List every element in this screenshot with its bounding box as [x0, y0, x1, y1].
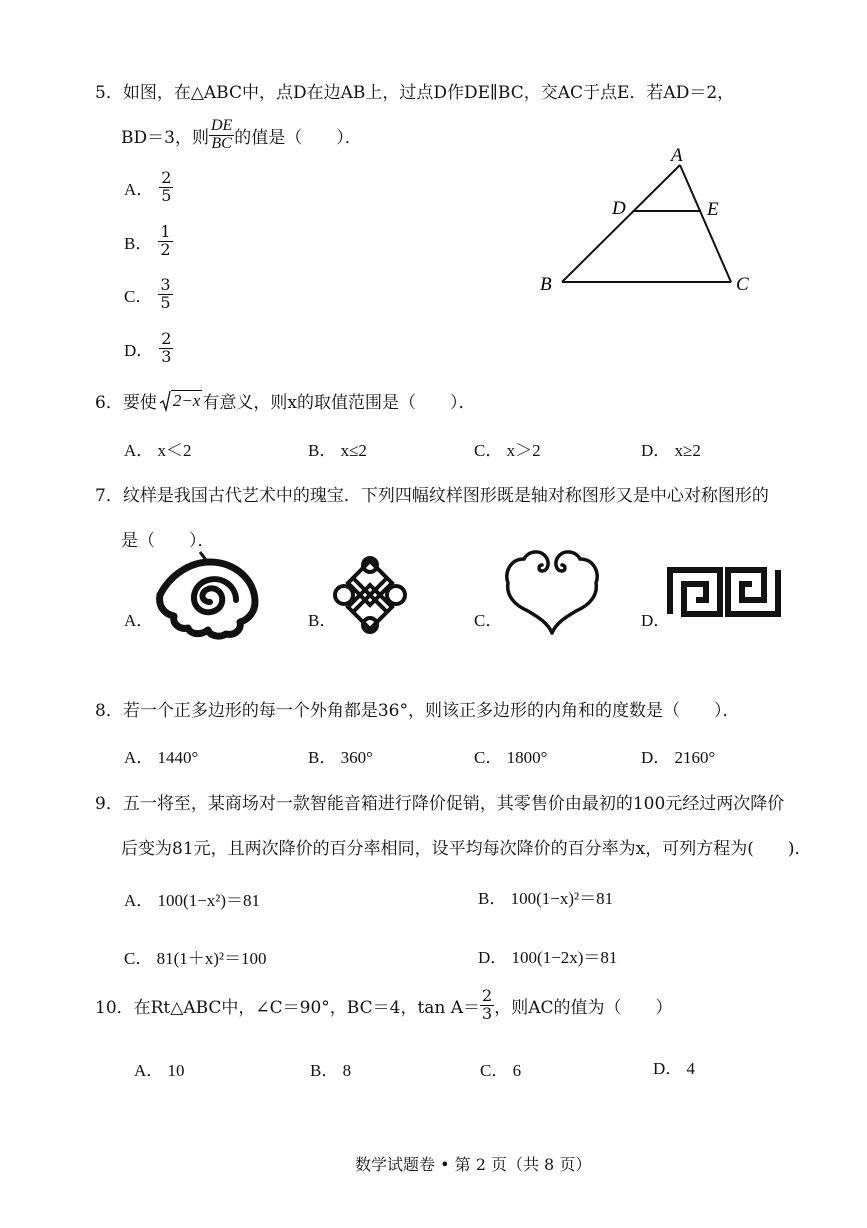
option-fraction	[159, 170, 173, 205]
q6-stem	[95, 388, 475, 413]
q6-option-c[interactable]: C． x＞2	[474, 441, 541, 460]
q5-stem-line1: 5．如图，在△ABC中，点D在边AB上，过点D作DE∥BC，交AC于点E．若AD＝2，	[95, 83, 735, 103]
option-fraction	[158, 277, 172, 312]
q6-stem-prefix: 6．要使	[95, 393, 157, 413]
spiral-cloud-icon[interactable]	[150, 550, 265, 640]
q5-option-b[interactable]	[124, 224, 173, 259]
q10-option-b[interactable]: B． 8	[310, 1061, 352, 1080]
fraction-den: 2	[160, 239, 171, 259]
q5-stem-line2	[121, 118, 362, 153]
q7-stem-line2: 是（ ）．	[121, 531, 215, 551]
page-footer: 数学试题卷 • 第 2 页（共 8 页）	[355, 1155, 592, 1174]
q6-option-b[interactable]: B． x≤2	[308, 441, 367, 460]
q6-option-a[interactable]: A． x＜2	[124, 441, 192, 460]
q6-stem-suffix: 有意义，则x的取值范围是（ ）．	[202, 393, 476, 413]
q10-stem-suffix: ，则AC的值为（ ）	[494, 997, 673, 1018]
q7-option-d-label[interactable]: D．	[641, 611, 671, 630]
q5-stem-prefix: BD＝3，则	[121, 127, 209, 148]
option-label: D．	[124, 340, 154, 360]
q6-option-d[interactable]: D． x≥2	[641, 441, 701, 460]
q10-stem-prefix: 10．在Rt△ABC中，∠C＝90°，BC＝4，tan A＝	[95, 997, 481, 1018]
q5-option-d[interactable]	[124, 331, 173, 366]
q8-option-b[interactable]: B． 360°	[308, 748, 373, 767]
q8-stem: 8．若一个正多边形的每一个外角都是36°，则该正多边形的内角和的度数是（ ）．	[95, 701, 740, 721]
meander-fret-icon[interactable]	[666, 566, 782, 618]
q10-stem	[95, 988, 673, 1023]
fraction-num: 1	[160, 222, 171, 241]
fraction-den: 3	[161, 346, 172, 366]
q5-option-c[interactable]	[124, 277, 173, 312]
q9-option-c[interactable]: C． 81(1＋x)²＝100	[124, 949, 267, 968]
fraction-num: 2	[161, 329, 172, 348]
fraction-num: 3	[160, 275, 171, 294]
option-label: A．	[124, 179, 154, 199]
q9-option-d[interactable]: D． 100(1−2x)＝81	[478, 948, 618, 967]
option-label: C．	[124, 286, 153, 306]
q10-option-d[interactable]: D． 4	[653, 1059, 696, 1078]
vertex-label-c: C	[736, 274, 749, 295]
option-fraction	[159, 331, 173, 366]
fraction-den: 5	[160, 292, 171, 312]
q10-frac-num: 2	[482, 986, 493, 1005]
q7-option-a-label[interactable]: A．	[124, 611, 154, 630]
q8-option-a[interactable]: A． 1440°	[124, 748, 199, 767]
q9-stem-line1: 9．五一将至，某商场对一款智能音箱进行降价促销，其零售价由最初的100元经过两次降价	[95, 794, 785, 814]
segment-ab	[562, 165, 680, 282]
q10-frac-den: 3	[482, 1003, 493, 1023]
q8-option-c[interactable]: C． 1800°	[474, 748, 548, 767]
vertex-label-b: B	[540, 274, 552, 295]
q5-option-a[interactable]	[124, 170, 173, 205]
vertex-label-e: E	[707, 199, 719, 220]
segment-ac	[680, 165, 731, 282]
q5-triangle-figure	[530, 140, 770, 300]
chinese-knot-icon[interactable]	[330, 555, 410, 635]
q10-option-c[interactable]: C． 6	[480, 1061, 522, 1080]
q7-option-c-label[interactable]: C．	[474, 611, 503, 630]
option-label: B．	[124, 233, 153, 253]
vertex-label-d: D	[612, 198, 626, 219]
q9-option-a[interactable]: A． 100(1−x²)＝81	[124, 891, 261, 910]
q6-radicand: 2−x	[172, 390, 201, 410]
q9-option-b[interactable]: B． 100(1−x)²＝81	[478, 889, 614, 908]
fraction-den: 5	[161, 185, 172, 205]
option-fraction	[158, 224, 172, 259]
q9-stem-line2: 后变为81元，且两次降价的百分率相同，设平均每次降价的百分率为x，可列方程为( )．	[121, 839, 812, 859]
q5-ratio-num: DE	[210, 117, 233, 134]
vertex-label-a: A	[671, 145, 683, 166]
q5-stem-suffix: 的值是（ ）．	[234, 127, 362, 148]
q7-stem-line1: 7．纹样是我国古代艺术中的瑰宝．下列四幅纹样图形既是轴对称图形又是中心对称图形的	[95, 486, 769, 506]
q5-ratio-fraction	[209, 118, 234, 153]
ruyi-cloud-icon[interactable]	[500, 545, 605, 637]
sqrt-sign-icon	[159, 390, 171, 412]
fraction-num: 2	[161, 168, 172, 187]
q7-option-b-label[interactable]: B．	[308, 611, 337, 630]
q5-ratio-den: BC	[211, 134, 232, 152]
q8-option-d[interactable]: D． 2160°	[641, 748, 716, 767]
q10-tan-fraction	[480, 988, 494, 1023]
q10-option-a[interactable]: A． 10	[134, 1061, 185, 1080]
